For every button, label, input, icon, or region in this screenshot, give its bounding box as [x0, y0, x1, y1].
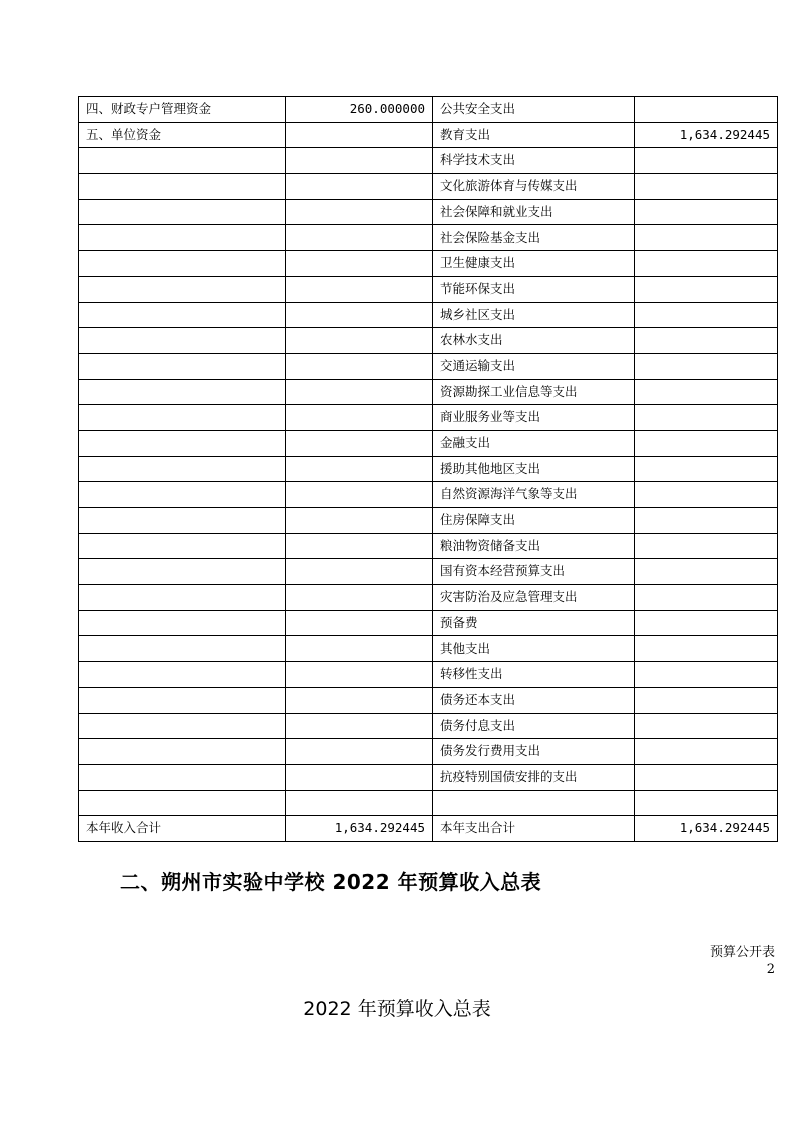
- expense-item-cell: 商业服务业等支出: [433, 405, 635, 431]
- income-amount-cell: [286, 225, 433, 251]
- expense-amount-cell: [635, 533, 778, 559]
- table-row: [79, 662, 778, 688]
- expense-amount-cell: [635, 662, 778, 688]
- expense-item-cell: 城乡社区支出: [433, 302, 635, 328]
- expense-item-cell: 住房保障支出: [433, 508, 635, 534]
- income-item-cell: [79, 328, 286, 354]
- income-item-cell: [79, 456, 286, 482]
- expense-amount-cell: [635, 713, 778, 739]
- income-item-cell: [79, 379, 286, 405]
- budget-table: [78, 96, 778, 842]
- expense-amount-cell: [635, 430, 778, 456]
- expense-amount-cell: 1,634.292445: [635, 122, 778, 148]
- income-item-cell: [79, 790, 286, 816]
- income-item-cell: [79, 687, 286, 713]
- income-item-cell: [79, 713, 286, 739]
- table-row: [79, 456, 778, 482]
- expense-amount-cell: [635, 251, 778, 277]
- form-label: 预算公开表: [709, 945, 775, 960]
- income-amount-cell: [286, 610, 433, 636]
- income-amount-cell: [286, 328, 433, 354]
- income-amount-cell: [286, 508, 433, 534]
- income-item-cell: [79, 739, 286, 765]
- table-row: [79, 174, 778, 200]
- table-row: [79, 508, 778, 534]
- income-amount-cell: [286, 456, 433, 482]
- expense-amount-cell: [635, 97, 778, 123]
- table-row: [79, 764, 778, 790]
- income-item-cell: [79, 302, 286, 328]
- income-amount-cell: [286, 585, 433, 611]
- table-row: [79, 122, 778, 148]
- expense-item-cell: 国有资本经营预算支出: [433, 559, 635, 585]
- table-row: [79, 148, 778, 174]
- expense-amount-cell: [635, 764, 778, 790]
- table-row: [79, 97, 778, 123]
- expense-amount-cell: [635, 585, 778, 611]
- income-amount-cell: [286, 533, 433, 559]
- income-amount-cell: [286, 430, 433, 456]
- table-row: [79, 739, 778, 765]
- expense-item-cell: 农林水支出: [433, 328, 635, 354]
- expense-item-cell: 自然资源海洋气象等支出: [433, 482, 635, 508]
- expense-item-cell: 灾害防治及应急管理支出: [433, 585, 635, 611]
- income-amount-cell: [286, 122, 433, 148]
- expense-item-cell: 节能环保支出: [433, 276, 635, 302]
- income-amount-cell: [286, 687, 433, 713]
- table-row: [79, 379, 778, 405]
- expense-item-cell: 债务还本支出: [433, 687, 635, 713]
- income-amount-cell: [286, 739, 433, 765]
- income-item-cell: [79, 662, 286, 688]
- income-amount-cell: 260.000000: [286, 97, 433, 123]
- expense-item-cell: 交通运输支出: [433, 353, 635, 379]
- income-amount-cell: [286, 713, 433, 739]
- income-item-cell: [79, 430, 286, 456]
- income-amount-cell: [286, 790, 433, 816]
- table-row: [79, 353, 778, 379]
- income-item-cell: [79, 764, 286, 790]
- income-amount-cell: 1,634.292445: [286, 816, 433, 842]
- table-title: 2022 年预算收入总表: [303, 998, 491, 1020]
- expense-amount-cell: [635, 199, 778, 225]
- income-item-cell: [79, 636, 286, 662]
- income-amount-cell: [286, 302, 433, 328]
- expense-amount-cell: 1,634.292445: [635, 816, 778, 842]
- expense-item-cell: 卫生健康支出: [433, 251, 635, 277]
- expense-amount-cell: [635, 739, 778, 765]
- table-row: [79, 687, 778, 713]
- expense-item-cell: 公共安全支出: [433, 97, 635, 123]
- income-item-cell: [79, 559, 286, 585]
- expense-amount-cell: [635, 225, 778, 251]
- expense-amount-cell: [635, 456, 778, 482]
- expense-amount-cell: [635, 508, 778, 534]
- table-row: [79, 533, 778, 559]
- income-amount-cell: [286, 559, 433, 585]
- income-item-cell: 五、单位资金: [79, 122, 286, 148]
- table-row: [79, 276, 778, 302]
- table-row: [79, 559, 778, 585]
- income-item-cell: [79, 405, 286, 431]
- expense-item-cell: 粮油物资储备支出: [433, 533, 635, 559]
- expense-amount-cell: [635, 559, 778, 585]
- income-amount-cell: [286, 482, 433, 508]
- expense-amount-cell: [635, 302, 778, 328]
- expense-item-cell: 文化旅游体育与传媒支出: [433, 174, 635, 200]
- table-row: [79, 636, 778, 662]
- expense-item-cell: 援助其他地区支出: [433, 456, 635, 482]
- table-row: [79, 405, 778, 431]
- income-item-cell: [79, 148, 286, 174]
- income-item-cell: [79, 533, 286, 559]
- income-item-cell: 四、财政专户管理资金: [79, 97, 286, 123]
- income-item-cell: [79, 585, 286, 611]
- expense-item-cell: 其他支出: [433, 636, 635, 662]
- expense-item-cell: 资源勘探工业信息等支出: [433, 379, 635, 405]
- expense-item-cell: 抗疫特别国债安排的支出: [433, 764, 635, 790]
- expense-amount-cell: [635, 148, 778, 174]
- expense-amount-cell: [635, 790, 778, 816]
- table-row: [79, 713, 778, 739]
- income-item-cell: [79, 276, 286, 302]
- expense-amount-cell: [635, 636, 778, 662]
- expense-amount-cell: [635, 687, 778, 713]
- income-item-cell: [79, 508, 286, 534]
- expense-amount-cell: [635, 174, 778, 200]
- income-amount-cell: [286, 662, 433, 688]
- expense-amount-cell: [635, 328, 778, 354]
- table-row: [79, 302, 778, 328]
- income-item-cell: [79, 610, 286, 636]
- expense-item-cell: 社会保险基金支出: [433, 225, 635, 251]
- expense-item-cell: 金融支出: [433, 430, 635, 456]
- income-amount-cell: [286, 764, 433, 790]
- expense-amount-cell: [635, 353, 778, 379]
- income-amount-cell: [286, 276, 433, 302]
- form-number: 2: [766, 962, 775, 977]
- table-row: [79, 430, 778, 456]
- income-item-cell: 本年收入合计: [79, 816, 286, 842]
- section-heading: 二、朔州市实验中学校 2022 年预算收入总表: [120, 870, 542, 894]
- table-row: [79, 585, 778, 611]
- income-amount-cell: [286, 353, 433, 379]
- table-row: [79, 199, 778, 225]
- expense-amount-cell: [635, 610, 778, 636]
- expense-item-cell: 本年支出合计: [433, 816, 635, 842]
- income-amount-cell: [286, 636, 433, 662]
- income-amount-cell: [286, 379, 433, 405]
- income-amount-cell: [286, 405, 433, 431]
- table-row: [79, 816, 778, 842]
- table-row: [79, 225, 778, 251]
- income-item-cell: [79, 251, 286, 277]
- income-item-cell: [79, 174, 286, 200]
- table-row: [79, 610, 778, 636]
- table-row: [79, 251, 778, 277]
- income-item-cell: [79, 199, 286, 225]
- expense-amount-cell: [635, 482, 778, 508]
- income-amount-cell: [286, 199, 433, 225]
- expense-amount-cell: [635, 379, 778, 405]
- expense-item-cell: 科学技术支出: [433, 148, 635, 174]
- expense-item-cell: 教育支出: [433, 122, 635, 148]
- table-row: [79, 790, 778, 816]
- income-item-cell: [79, 482, 286, 508]
- expense-amount-cell: [635, 405, 778, 431]
- expense-item-cell: 债务付息支出: [433, 713, 635, 739]
- expense-item-cell: 社会保障和就业支出: [433, 199, 635, 225]
- income-amount-cell: [286, 148, 433, 174]
- table-row: [79, 482, 778, 508]
- income-item-cell: [79, 353, 286, 379]
- expense-item-cell: 债务发行费用支出: [433, 739, 635, 765]
- expense-item-cell: 预备费: [433, 610, 635, 636]
- income-item-cell: [79, 225, 286, 251]
- expense-item-cell: [433, 790, 635, 816]
- expense-item-cell: 转移性支出: [433, 662, 635, 688]
- table-row: [79, 328, 778, 354]
- budget-table-body: [79, 97, 778, 842]
- income-amount-cell: [286, 174, 433, 200]
- income-amount-cell: [286, 251, 433, 277]
- expense-amount-cell: [635, 276, 778, 302]
